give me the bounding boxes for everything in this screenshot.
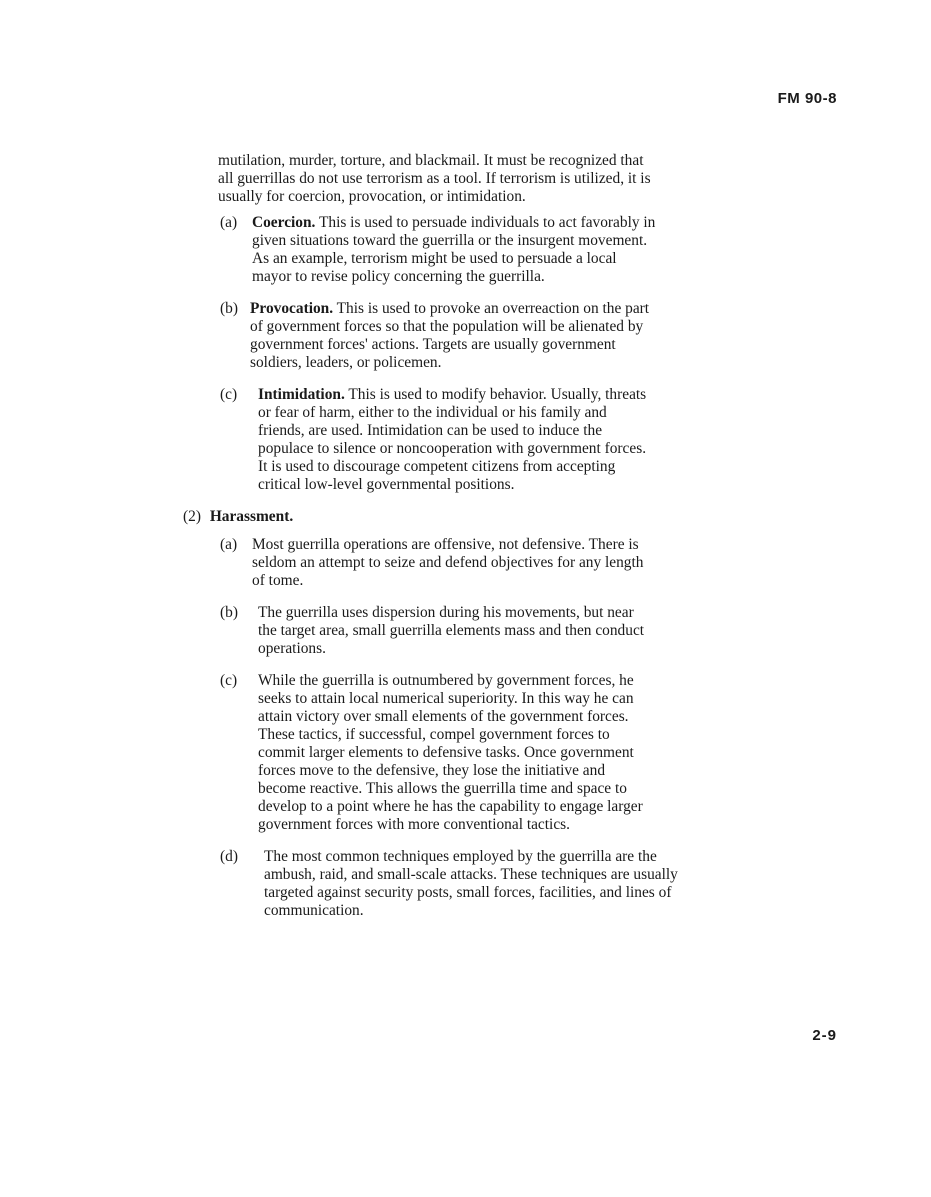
harassment-item-d [220,848,931,920]
document-id: FM 90-8 [777,90,837,107]
item-text: The most common techniques employed by the guerrilla are the ambush, raid, and small-scale attacks. These techniques are usually targeted against security posts, small forces, facilities, and lines of communication. [264,848,678,919]
item-text: Most guerrilla operations are offensive, not defensive. There is seldom an attempt to seize and defend objectives for any length of tome. [252,536,644,589]
harassment-item-a [220,536,931,590]
item-text: While the guerrilla is outnumbered by government forces, he seeks to attain local numerical superiority. In this way he can attain victory over small elements of the government forces. These tactics, if successful, compel government forces to commit larger elements to defensive tasks. Once government forces move to the defensive, they lose the initiative and become reactive. This allows the guerrilla time and space to develop to a point where he has the capability to engage larger government forces with more conventional tactics. [258,672,643,833]
terrorism-item-intimidation [220,386,931,494]
intro-paragraph: mutilation, murder, torture, and blackmail. It must be recognized that all guerrillas do not use terrorism as a tool. If terrorism is utilized, it is usually for coercion, provocation, or intimidation. [218,152,651,205]
page-number: 2-9 [812,1027,837,1044]
item-marker: (a) [220,214,238,231]
item-title: Intimidation. [258,386,345,403]
item-text: Intimidation. This is used to modify behavior. Usually, threats or fear of harm, either to the individual or his family and friends, are used. Intimidation can be used to induce the populace to silence or noncooperation with government forces. It is used to discourage competent citizens from accepting critical low-level governmental positions. [258,386,647,493]
item-marker: (b) [220,604,238,621]
item-text: The guerrilla uses dispersion during his movements, but near the target area, small guerrilla elements mass and then conduct operations. [258,604,645,657]
item-marker: (d) [220,848,238,865]
item-text: Coercion. This is used to persuade individuals to act favorably in given situations toward the guerrilla or the insurgent movement. As an example, terrorism might be used to persuade a local mayor to revise policy concerning the guerrilla. [252,214,656,285]
item-marker: (c) [220,386,238,403]
item-marker: (c) [220,672,238,689]
harassment-item-c [220,672,931,834]
item-marker: (a) [220,536,238,553]
section-title: Harassment. [209,508,294,525]
section-marker: (2) [183,508,201,525]
terrorism-item-coercion [220,214,931,286]
item-title: Provocation. [250,300,334,317]
item-marker: (b) [220,300,238,317]
harassment-item-b [220,604,931,658]
page-body [0,152,931,934]
item-text: Provocation. This is used to provoke an overreaction on the part of government forces so that the population will be alienated by government forces' actions. Targets are usually government soldiers, leaders, or policemen. [250,300,650,371]
section-heading-harassment [183,508,931,526]
terrorism-item-provocation [220,300,931,372]
item-title: Coercion. [252,214,316,231]
